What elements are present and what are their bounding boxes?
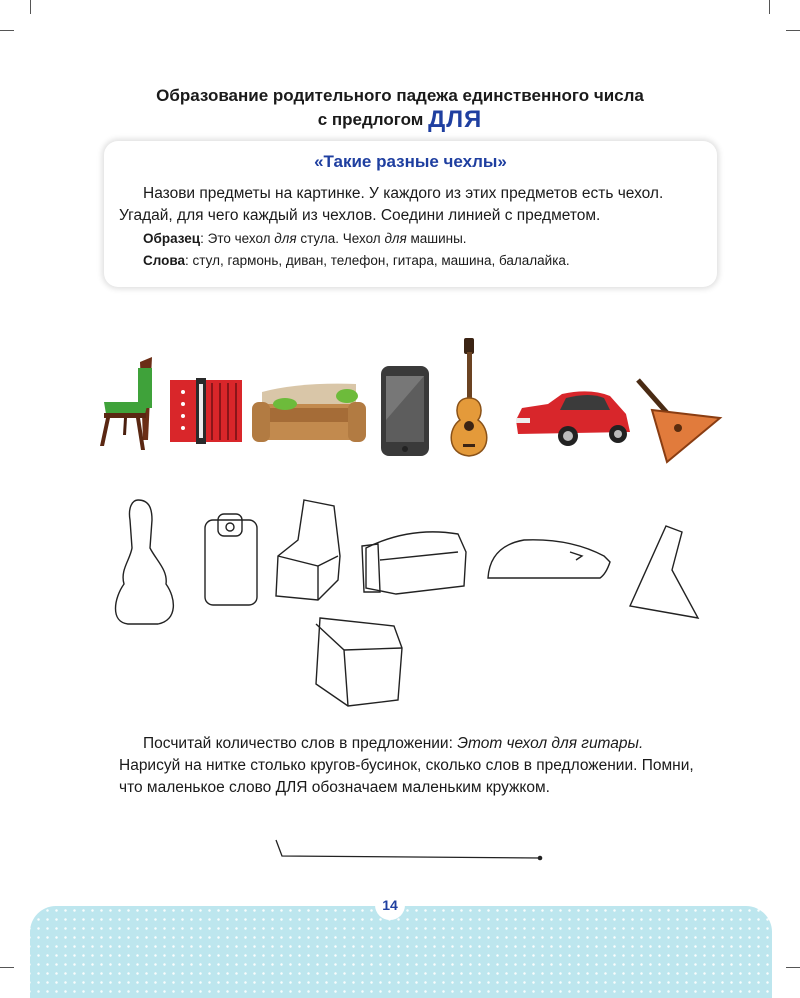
sample-part: машины. [406, 231, 467, 246]
page-number: 14 [375, 890, 405, 920]
title-line-2-text: с предлогом [317, 110, 424, 129]
crop-mark [786, 967, 800, 968]
words-label: Слова [143, 253, 186, 268]
exercise-text-start: Посчитай количество слов в предложении: [143, 735, 458, 752]
sample-label: Образец [143, 231, 201, 246]
exercise-sentence: Этот чехол для гитары. [457, 735, 644, 752]
words-text: : стул, гармонь, диван, телефон, гитара, машина, балалайка. [185, 253, 570, 268]
task-instruction: Назови предметы на картинке. У каждого из этих предметов есть чехол. Угадай, для чего каждый из чехлов. Соедини линией с предметом. [119, 185, 664, 224]
crop-mark [0, 967, 14, 968]
exercise-text-end: Нарисуй на нитке столько кругов-бусинок, сколько слов в предложении. Помни, что маленькое слово ДЛЯ обозначаем маленьким кружком. [119, 757, 694, 796]
footer-band [30, 906, 772, 998]
sample-part: стула [296, 231, 336, 246]
title-highlight: ДЛЯ [428, 106, 483, 133]
sample-part: : Это чехол [200, 231, 275, 246]
task-title: «Такие разные чехлы» [314, 152, 507, 171]
sample-part: для [274, 231, 297, 246]
sample-part: . Чехол [335, 231, 385, 246]
sample-part: для [384, 231, 407, 246]
title-line-1: Образование родительного падежа единственного числа [156, 86, 644, 105]
